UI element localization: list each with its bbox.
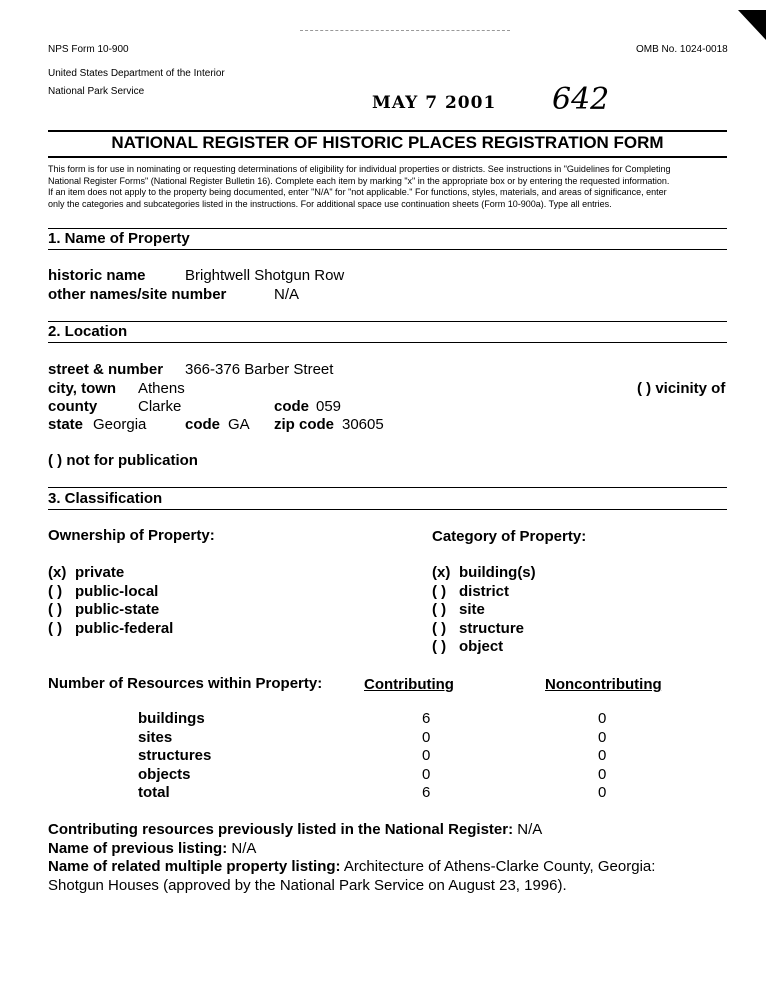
section3-heading: 3. Classification: [48, 490, 163, 507]
previously-listed-row: Contributing resources previously listed in the National Register: N/A: [48, 821, 543, 838]
instruction-line: This form is for use in nominating or requesting determinations of eligibility for individual properties or districts. See instructions in "Guidelines for Completing: [48, 164, 671, 174]
ownership-heading: Ownership of Property:: [48, 527, 215, 544]
zip-value: 30605: [342, 416, 384, 433]
handwritten-number: 642: [552, 82, 610, 117]
table-row: buildings 6 0: [138, 710, 607, 727]
historic-name-value: Brightwell Shotgun Row: [185, 267, 345, 284]
category-item: ( ) site: [432, 601, 485, 619]
title-rule-top: [48, 130, 727, 132]
county-label: county: [48, 398, 98, 415]
historic-name-label: historic name: [48, 267, 146, 284]
ownership-item: ( ) public-federal: [48, 619, 174, 637]
received-stamp-date: MAY 7 2001: [372, 93, 497, 113]
state-value: Georgia: [93, 416, 147, 433]
form-title: NATIONAL REGISTER OF HISTORIC PLACES REGISTRATION FORM: [111, 133, 664, 152]
related-listing-row: Name of related multiple property listing: Architecture of Athens-Clarke County, Georgia:: [48, 858, 656, 875]
historic-name-row: [48, 267, 345, 284]
noncontributing-header: Noncontributing: [545, 676, 662, 693]
ownership-list: [48, 564, 173, 638]
stamp-border: [300, 30, 510, 31]
street-label: street & number: [48, 361, 164, 378]
state-code-label: code: [185, 416, 221, 433]
instructions: [48, 164, 670, 210]
section1-rule-bottom: [48, 249, 727, 250]
omb-number: OMB No. 1024-0018: [636, 44, 728, 55]
table-row: structures 0 0: [138, 747, 607, 764]
category-list: [432, 564, 536, 657]
section2-rule-bottom: [48, 342, 727, 343]
section3-rule-top: [48, 487, 727, 488]
category-item: (x) building(s): [432, 564, 536, 581]
listing-notes: [48, 821, 655, 895]
zip-label: zip code: [274, 416, 335, 433]
street-row: [48, 361, 334, 378]
section2-rule-top: [48, 321, 727, 322]
category-item: ( ) structure: [432, 619, 525, 637]
department: United States Department of the Interior: [48, 68, 225, 79]
county-code-value: 059: [316, 398, 342, 415]
county-value: Clarke: [138, 398, 182, 415]
resources-heading: Number of Resources within Property:: [48, 675, 323, 692]
contributing-header: Contributing: [364, 676, 454, 693]
instruction-line: National Register Forms" (National Register Bulletin 16). Complete each item by marking "x" in the appropriate box or by entering the requested information.: [48, 175, 670, 186]
county-row: [48, 398, 448, 415]
ownership-item: ( ) public-local: [48, 582, 159, 600]
state-label: state: [48, 416, 84, 433]
category-item: ( ) object: [432, 638, 504, 656]
table-row: total 6 0: [138, 784, 607, 801]
table-row: sites 0 0: [138, 728, 607, 746]
state-row: [48, 416, 448, 433]
city-label: city, town: [48, 380, 117, 397]
section1-rule-top: [48, 228, 727, 229]
resources-table: [138, 710, 658, 803]
category-item: ( ) district: [432, 582, 510, 600]
category-heading: Category of Property:: [432, 528, 587, 545]
street-value: 366-376 Barber Street: [185, 361, 334, 378]
form-number: NPS Form 10-900: [48, 44, 129, 55]
other-names-value: N/A: [274, 286, 300, 303]
instruction-line: only the categories and subcategories listed in the instructions. For additional space use continuation sheets (Form 10-900a). Type all entries.: [48, 198, 612, 209]
previous-listing-row: Name of previous listing: N/A: [48, 839, 257, 857]
not-for-publication-checkbox: ( ) not for publication: [48, 452, 198, 469]
table-row: objects 0 0: [138, 765, 607, 783]
section3-rule-bottom: [48, 509, 727, 510]
ownership-item: (x) private: [48, 564, 125, 581]
city-value: Athens: [138, 380, 185, 397]
state-code-value: GA: [228, 416, 250, 433]
city-row: [48, 380, 185, 397]
title-rule-bottom: [48, 156, 727, 158]
county-code-label: code: [274, 398, 310, 415]
instruction-line: If an item does not apply to the property being documented, enter "N/A" for "not applicable." For functions, styles, materials, and areas of significance, enter: [48, 187, 667, 197]
other-names-label: other names/site number: [48, 286, 227, 303]
ownership-item: ( ) public-state: [48, 601, 160, 619]
section1-heading: 1. Name of Property: [48, 230, 190, 247]
section2-heading: 2. Location: [48, 323, 128, 340]
vicinity-checkbox: ( ) vicinity of: [637, 380, 726, 397]
agency: National Park Service: [48, 86, 145, 97]
other-names-row: [48, 286, 300, 303]
related-listing-cont: Shotgun Houses (approved by the National Park Service on August 23, 1996).: [48, 876, 567, 894]
corner-mark: [738, 10, 766, 40]
